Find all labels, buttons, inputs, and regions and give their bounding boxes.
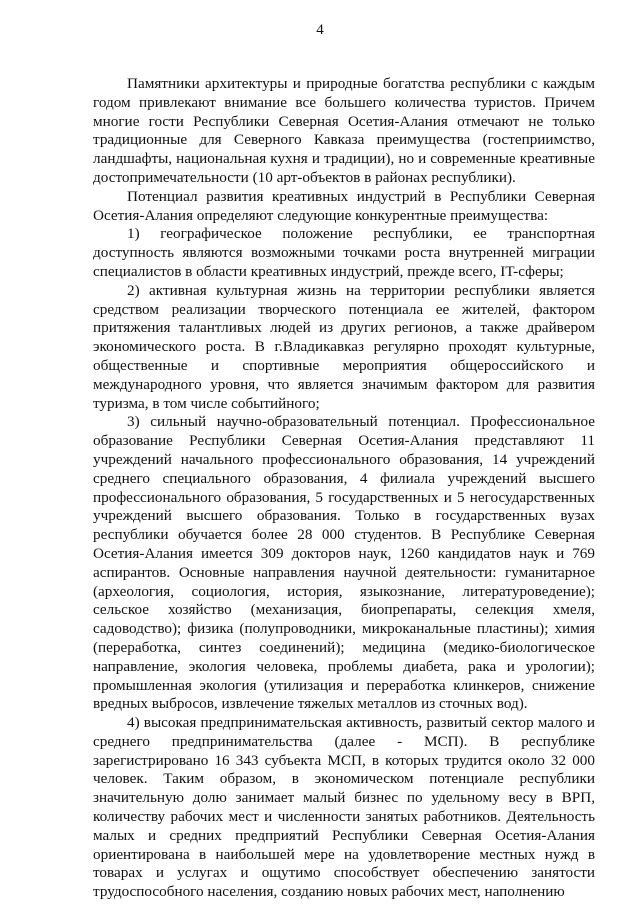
- paragraph-item-4-business: 4) высокая предпринимательская активность, развитый сектор малого и среднего предпринимательства (далее - МСП). В республике зарегистрировано 16 343 субъекта МСП, в которых трудится около 32 000 человек. Таким образом, в экономическом потенциале республики значительную долю занимает малый бизнес по удельному весу в ВРП, количеству рабочих мест и численности занятых работников. Деятельность малых и средних предприятий Республики Северная Осетия-Алания ориентирована в наибольшей мере на удовлетворение местных нужд в товарах и услугах и ощутимо способствует обеспечению занятости трудоспособного населения, созданию новых рабочих мест, наполнению: [93, 714, 595, 901]
- paragraph-tourism: Памятники архитектуры и природные богатства республики с каждым годом привлекают внимание все большего количества туристов. Причем многие гости Республики Северная Осетия-Алания отмечают не только традиционные для Северного Кавказа преимущества (гостеприимство, ландшафты, национальная кухня и традиции), но и современные креативные достопримечательности (10 арт-объектов в районах республики).: [93, 75, 595, 186]
- document-body: [93, 75, 595, 902]
- page-number: 4: [316, 22, 324, 38]
- paragraph-potential-intro: Потенциал развития креативных индустрий в Республики Северная Осетия-Алания определяют следующие конкурентные преимущества:: [93, 187, 595, 224]
- paragraph-item-1-geography: 1) географическое положение республики, ее транспортная доступность являются возможными точками роста внутренней миграции специалистов в области креативных индустрий, прежде всего, IT-сферы;: [93, 225, 595, 280]
- paragraph-item-2-culture: 2) активная культурная жизнь на территории республики является средством реализации творческого потенциала ее жителей, фактором притяжения талантливых людей из других регионов, а также драйвером экономического роста. В г.Владикавказ регулярно проходят культурные, общественные и спортивные мероприятия общероссийского и международного уровня, что является значимым фактором для развития туризма, в том числе событийного;: [93, 281, 595, 412]
- paragraph-item-3-science: 3) сильный научно-образовательный потенциал. Профессиональное образование Республики Северная Осетия-Алания представляют 11 учреждений начального профессионального образования, 14 учреждений среднего специального образования, 4 филиала учреждений высшего профессионального образования, 5 государственных и 5 негосударственных учреждений высшего образования. Только в государственных вузах республики обучается более 28 000 студентов. В Республике Северная Осетия-Алания имеется 309 докторов наук, 1260 кандидатов наук и 769 аспирантов. Основные направления научной деятельности: гуманитарное (археология, социология, история, языкознание, литературоведение); сельское хозяйство (механизация, биопрепараты, селекция хмеля, садоводство); физика (полупроводники, микроканальные пластины); химия (переработка, синтез соединений); медицина (медико-биологическое направление, экология человека, проблемы диабета, рака и урологии); промышленная экология (утилизация и переработка клинкеров, снижение вредных выбросов, извлечение тяжелых металлов из сточных вод).: [93, 413, 595, 713]
